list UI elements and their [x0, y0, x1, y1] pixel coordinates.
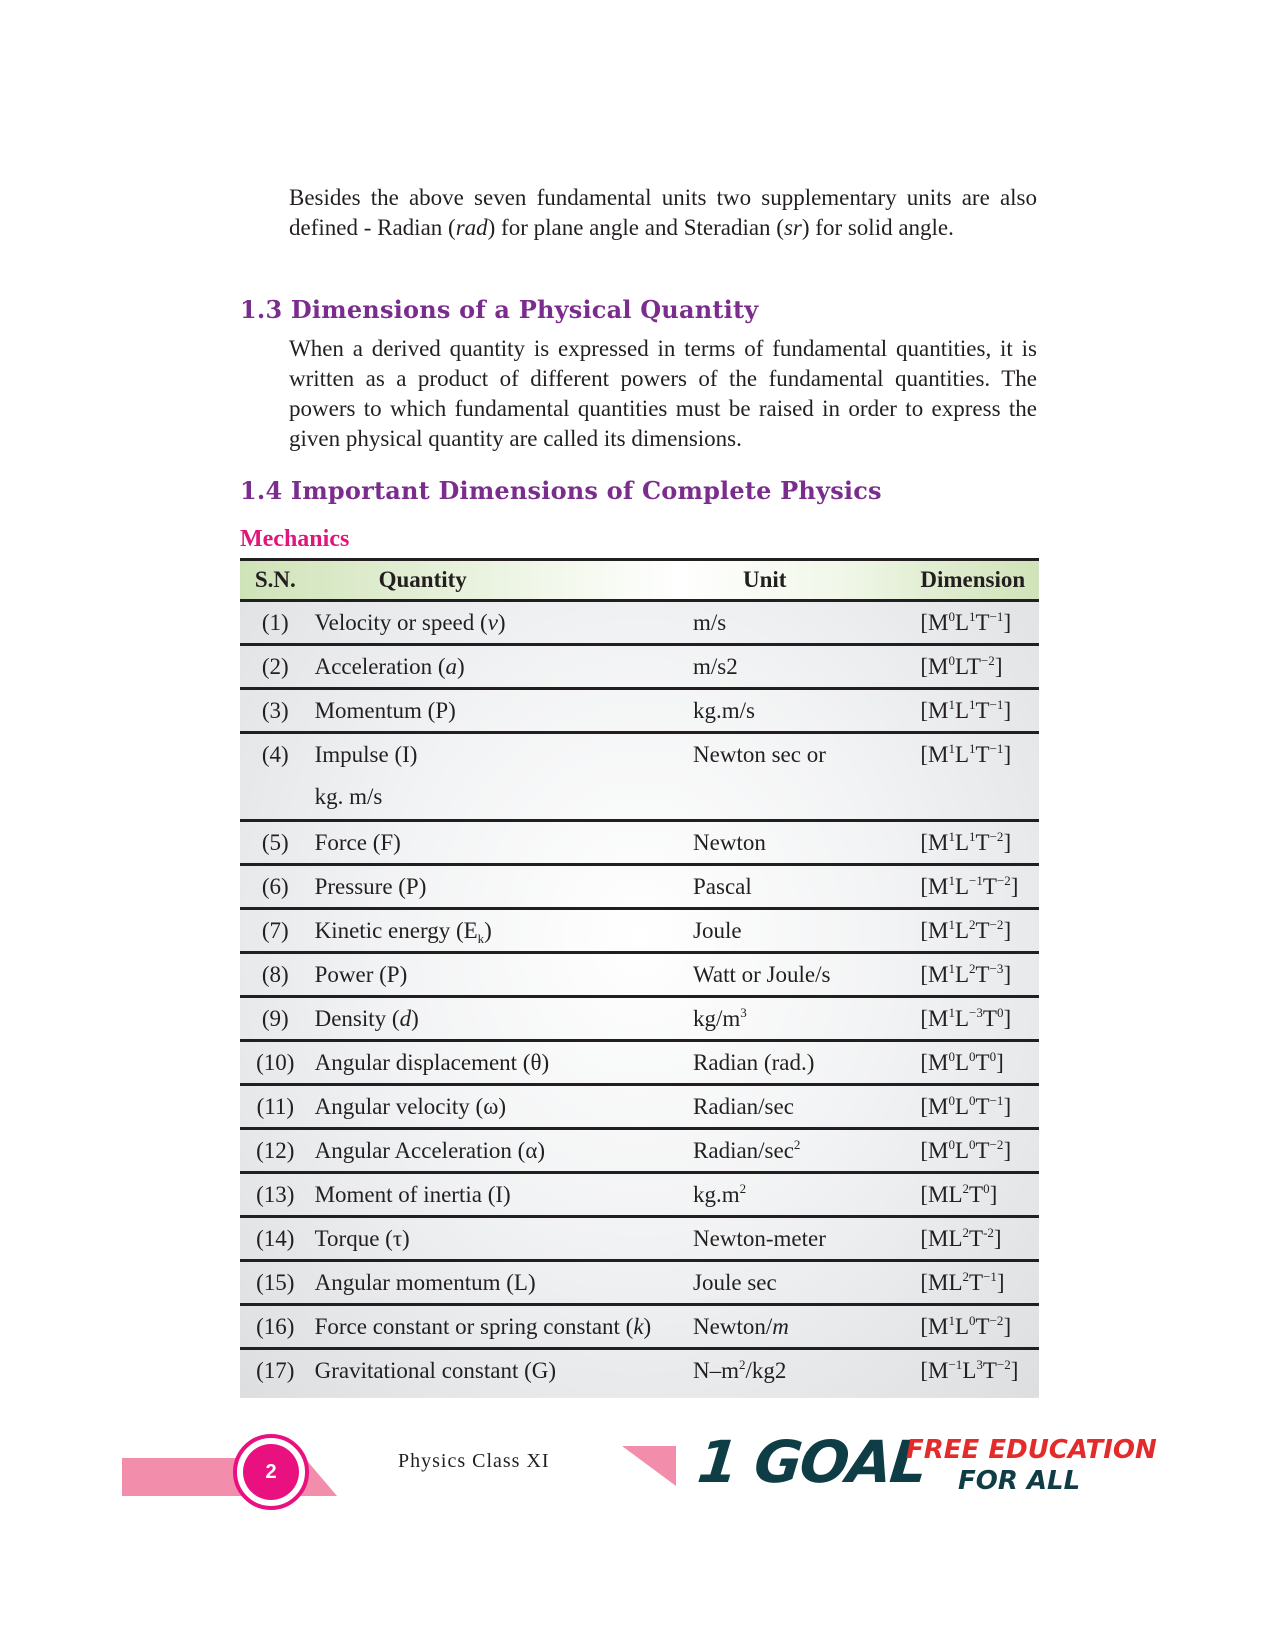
- table-row: [240, 1129, 1039, 1173]
- section-heading-1-4: 1.4 Important Dimensions of Complete Physics: [240, 476, 882, 505]
- cell-unit: Radian/$\sec^2$: [693, 1129, 916, 1173]
- quantity-text: Angular Acceleration (α): [314, 1138, 546, 1163]
- cell-sn: (17): [256, 1358, 295, 1383]
- cell-sn: (14): [240, 1217, 311, 1261]
- cell-unit: m/s: [693, 601, 916, 645]
- header-dimension: Dimension: [916, 560, 1039, 601]
- cell-quantity: [311, 1173, 693, 1217]
- quantity-text: Torque (τ): [314, 1226, 410, 1251]
- table-row: [240, 601, 1039, 645]
- cell-quantity: [311, 1349, 693, 1399]
- cell-unit: Joule: [693, 909, 916, 953]
- cell-quantity: [311, 689, 693, 733]
- cell-unit: Watt or Joule/s: [693, 953, 916, 997]
- cell-quantity: [311, 1085, 693, 1129]
- quantity-text: Velocity or speed (v): [314, 610, 506, 635]
- footer-triangle: [622, 1446, 676, 1486]
- table-row: [240, 1173, 1039, 1217]
- cell-quantity: [311, 909, 693, 953]
- cell-dimension: $[M^1L^{-1}T^{-2}]$: [916, 865, 1039, 909]
- header-quantity: Quantity: [311, 560, 693, 601]
- cell-quantity: [311, 1217, 693, 1261]
- quantity-text: Acceleration (a): [314, 654, 465, 679]
- quantity-continued: kg. m/s: [314, 784, 383, 809]
- quantity-text: Angular velocity (ω): [314, 1094, 507, 1119]
- cell-quantity: [311, 645, 693, 689]
- cell-dimension: $[ML^2T^{-1}]$: [916, 1261, 1039, 1305]
- cell-quantity: [311, 1041, 693, 1085]
- dimensions-table: [240, 558, 1039, 1398]
- intro-text-2: ) for plane angle and Steradian (: [487, 215, 784, 240]
- table-row: [240, 645, 1039, 689]
- table-row: [240, 1217, 1039, 1261]
- table-header-row: [240, 560, 1039, 601]
- intro-text-3: ) for solid angle.: [801, 215, 954, 240]
- cell-quantity: [311, 997, 693, 1041]
- quantity-text: Force constant or spring constant (k): [314, 1314, 652, 1339]
- quantity-text: Force (F): [314, 830, 401, 855]
- table-row: [240, 1041, 1039, 1085]
- table-row: [240, 865, 1039, 909]
- intro-text-1: Besides the above seven fundamental units two supplementary units are also defined - Radian (: [289, 185, 1037, 240]
- quantity-text: Kinetic energy $(E_k)$: [314, 918, 492, 946]
- cell-dimension: $[M^1L^1T^{-2}]$: [916, 821, 1039, 865]
- cell-sn: (9): [240, 997, 311, 1041]
- quantity-text: Power (P): [314, 962, 408, 987]
- cell-quantity: [311, 865, 693, 909]
- cell-dimension: $[M^{-1}L^3T^{-2}]$: [920, 1357, 1019, 1383]
- table-row: [240, 733, 1039, 821]
- table-row: [240, 1261, 1039, 1305]
- cell-dimension: $[ML^2T^0]$: [916, 1173, 1039, 1217]
- sr-abbrev: sr: [783, 215, 802, 240]
- cell-sn: (6): [240, 865, 311, 909]
- cell-sn: (7): [240, 909, 311, 953]
- cell-unit: Newton: [693, 821, 916, 865]
- cell-unit: Radian/sec: [693, 1085, 916, 1129]
- quantity-text: Moment of inertia (I): [314, 1182, 511, 1207]
- cell-sn: (4): [240, 733, 311, 821]
- cell-unit: kg.m/s: [693, 689, 916, 733]
- quantity-text: Momentum (P): [314, 698, 456, 723]
- cell-dimension: $[M^0L^0T^0]$: [916, 1041, 1039, 1085]
- quantity-text: Pressure (P): [314, 874, 427, 899]
- table-row: [240, 1349, 1039, 1399]
- table-row: [240, 1305, 1039, 1349]
- rad-abbrev: rad: [455, 215, 488, 240]
- cell-dimension: $[M^1L^0T^{-2}]$: [916, 1305, 1039, 1349]
- header-unit: Unit: [693, 560, 916, 601]
- quantity-text: Impulse (I): [314, 742, 418, 767]
- cell-sn: (3): [240, 689, 311, 733]
- cell-dimension: $[M^0L^0T^{-1}]$: [916, 1085, 1039, 1129]
- cell-dimension: $[M^0L^0T^{-2}]$: [916, 1129, 1039, 1173]
- cell-unit: $N-m^2/kg2$: [693, 1357, 787, 1383]
- cell-quantity: [311, 1305, 693, 1349]
- cell-unit: Pascal: [693, 865, 916, 909]
- table-body: [240, 601, 1039, 1399]
- logo-main: 1 GOAL: [694, 1428, 929, 1496]
- cell-sn: (10): [240, 1041, 311, 1085]
- quantity-text: Angular displacement (θ): [314, 1050, 550, 1075]
- cell-unit: $kg/m^3$: [693, 997, 916, 1041]
- page-number-badge: [233, 1434, 309, 1510]
- cell-sn: (15): [240, 1261, 311, 1305]
- table-row: [240, 1085, 1039, 1129]
- cell-sn: (16): [240, 1305, 311, 1349]
- cell-quantity: [311, 821, 693, 865]
- cell-dimension: $[M^1L^1T^{-1}]$: [916, 689, 1039, 733]
- cell-quantity: [311, 1129, 693, 1173]
- table-row: [240, 689, 1039, 733]
- cell-sn: (8): [240, 953, 311, 997]
- table-row: [240, 953, 1039, 997]
- cell-dimension: $[M^1L^2T^{-3}]$: [916, 953, 1039, 997]
- cell-unit: Newton sec or: [693, 733, 916, 821]
- cell-dimension: $[M^1L^{-3}T^0]$: [916, 997, 1039, 1041]
- cell-sn: (13): [240, 1173, 311, 1217]
- cell-unit: Radian (rad.): [693, 1041, 916, 1085]
- cell-dimension: $[M^1L^1T^{-1}]$: [916, 733, 1039, 821]
- mechanics-subheading: Mechanics: [240, 526, 350, 552]
- cell-sn: (11): [240, 1085, 311, 1129]
- cell-unit: Newton-meter: [693, 1217, 916, 1261]
- section-heading-1-3: 1.3 Dimensions of a Physical Quantity: [240, 295, 759, 324]
- cell-quantity: [311, 733, 693, 821]
- header-sn: S.N.: [240, 560, 311, 601]
- quantity-text: Density (d): [314, 1006, 419, 1031]
- cell-dimension: $[M^0L^1T^{-1}]$: [916, 601, 1039, 645]
- cell-unit: Newton/m: [693, 1305, 916, 1349]
- cell-unit: Joule sec: [693, 1261, 916, 1305]
- cell-sn: (2): [240, 645, 311, 689]
- footer-book-title: Physics Class XI: [398, 1450, 550, 1472]
- cell-quantity: [311, 601, 693, 645]
- cell-quantity: [311, 1261, 693, 1305]
- dimensions-paragraph: When a derived quantity is expressed in terms of fundamental quantities, it is written as a product of different powers of the fundamental quantities. The powers to which fundamental quantities must be raised in order to express the given physical quantity are called its dimensions.: [289, 336, 1037, 451]
- quantity-text: Gravitational constant (G): [314, 1358, 557, 1383]
- logo-tagline-2: FOR ALL: [958, 1466, 1081, 1496]
- page-number: 2: [243, 1444, 299, 1500]
- cell-dimension: $[M^1L^2T^{-2}]$: [916, 909, 1039, 953]
- cell-unit: m/s2: [693, 645, 916, 689]
- table-row: [240, 909, 1039, 953]
- intro-paragraph: [289, 183, 1037, 243]
- quantity-text: Angular momentum (L): [314, 1270, 536, 1295]
- cell-dimension: $[M^0LT^{-2}]$: [916, 645, 1039, 689]
- logo-tagline-1: FREE EDUCATION: [906, 1435, 1157, 1465]
- cell-sn: (5): [240, 821, 311, 865]
- cell-quantity: [311, 953, 693, 997]
- cell-unit: $kg.m^2$: [693, 1173, 916, 1217]
- cell-sn: (1): [240, 601, 311, 645]
- cell-dimension: $[ML^2T^{-2}]$: [916, 1217, 1039, 1261]
- table-row: [240, 997, 1039, 1041]
- cell-sn: (12): [240, 1129, 311, 1173]
- table-row: [240, 821, 1039, 865]
